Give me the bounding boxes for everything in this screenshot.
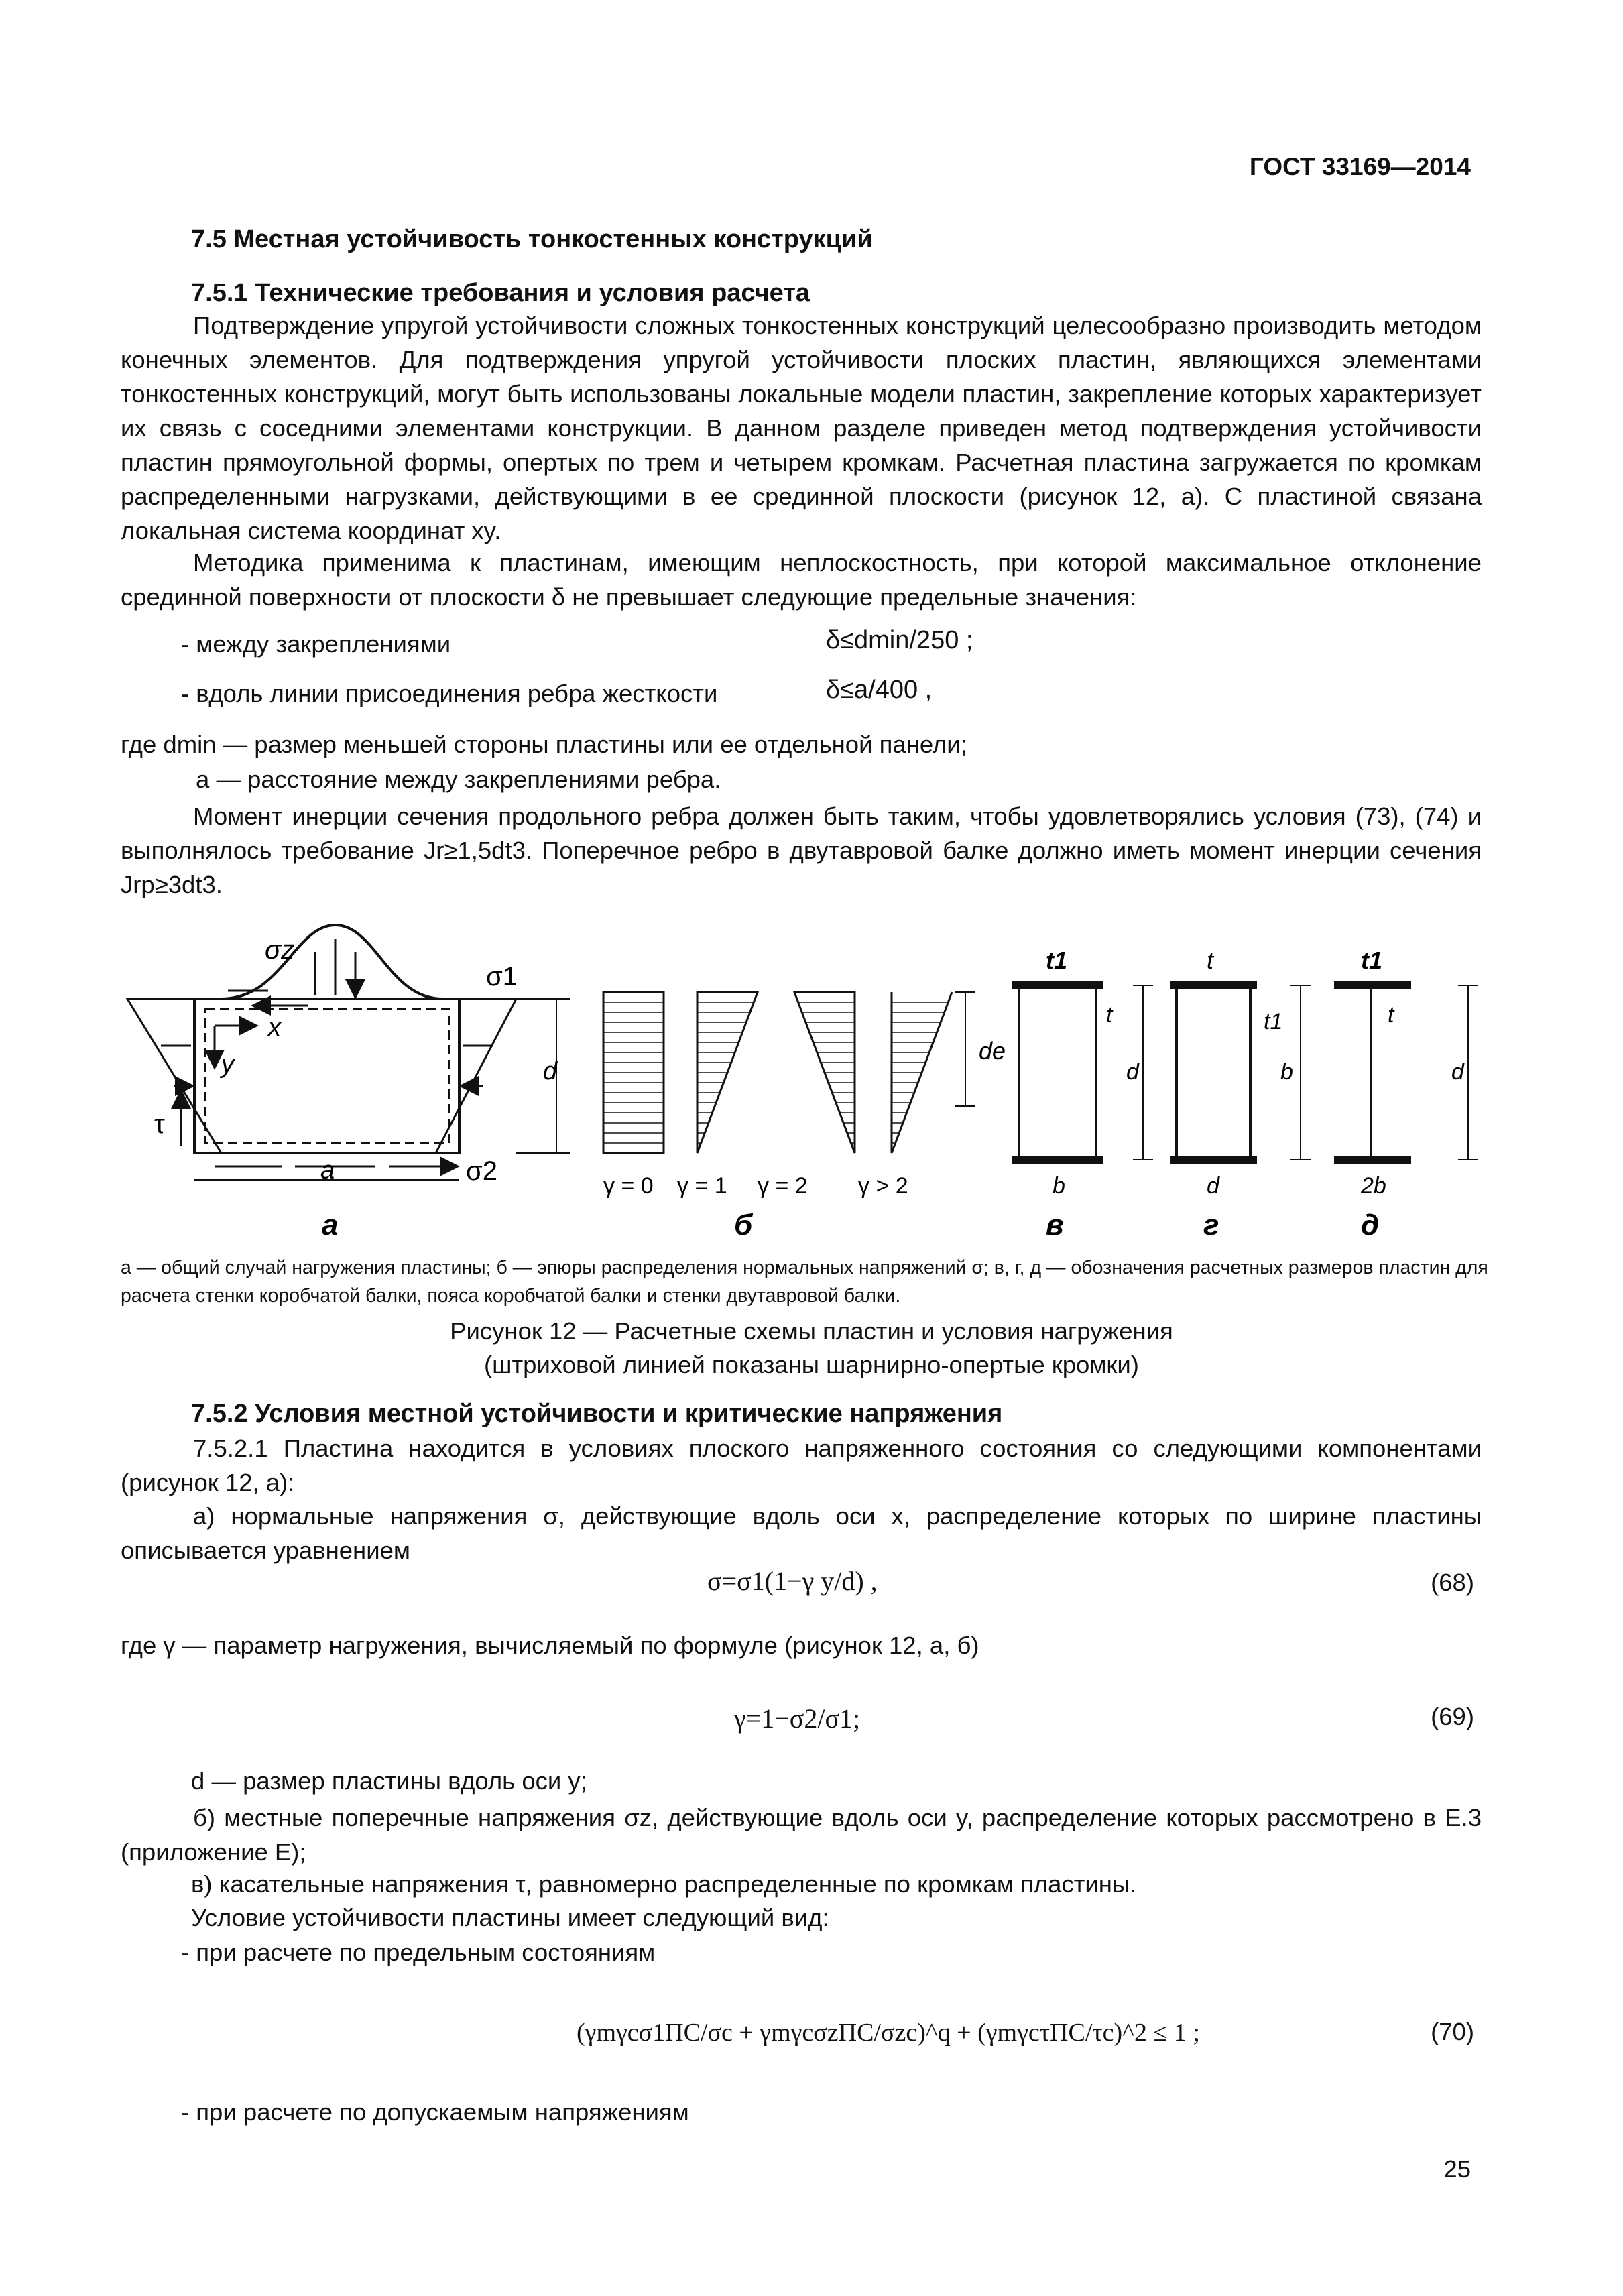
panel-letter-d: д	[1361, 1209, 1380, 1242]
gamma-label-2: γ = 2	[758, 1173, 808, 1199]
stability-condition: Условие устойчивости пластины имеет следующий вид:	[191, 1904, 829, 1931]
panel-letter-a: а	[322, 1209, 339, 1242]
limit-states-case: - при расчете по предельным состояниям	[181, 1939, 656, 1966]
gamma-label-0: γ = 0	[603, 1173, 654, 1199]
where-a: a — расстояние между закреплениями ребра.	[196, 766, 721, 793]
panel-b-hatching	[603, 992, 949, 1153]
label-t-panel-g: t	[1207, 947, 1214, 974]
label-de: de	[979, 1037, 1006, 1065]
label-b-panel-g: b	[1280, 1059, 1293, 1085]
label-sigma-z: σz	[265, 935, 295, 965]
paragraph-plate-stability: Подтверждение упругой устойчивости сложных тонкостенных конструкций целесообразно производить методом конечных элементов. Для подтверждения упругой устойчивости плоских пластин, являющихся элементами тонкостенных конструкций, могут быть использованы локальные модели пластин, закрепление которых характеризует их связь с соседними элементами конструкции. В данном разделе приведен метод подтверждения устойчивости пластин прямоугольной формы, опертых по трем и четырем кромкам. Расчетная пластина загружается по кромкам распределенными нагрузками, действующими в ее срединной плоскости (рисунок 12, а). С пластиной связана локальная система координат xy.	[121, 312, 1482, 544]
paragraph-moment-of-inertia: Момент инерции сечения продольного ребра должен быть таким, чтобы удовлетворялись условия (73), (74) и выполнялось требование Jr≥1,5dt3. Поперечное ребро в двутавровой балке должно иметь момент инерции сечения Jrp≥3dt3.	[121, 802, 1482, 898]
equation-70-number: (70)	[1431, 2018, 1474, 2045]
where-dmin: где dmin — размер меньшей стороны пластины или ее отдельной панели;	[121, 731, 967, 758]
label-d-panel-a: d	[543, 1057, 558, 1085]
label-t1-panel-g: t1	[1264, 1009, 1283, 1034]
label-x: x	[268, 1014, 281, 1042]
panel-letter-g: г	[1203, 1209, 1219, 1242]
paragraph-plane-stress: 7.5.2.1 Пластина находится в условиях плоского напряженного состояния со следующими компонентами (рисунок 12, а):	[121, 1435, 1482, 1496]
label-t-panel-d: t	[1388, 1002, 1394, 1028]
label-y: y	[221, 1050, 234, 1079]
figure-caption-line-1: Рисунок 12 — Расчетные схемы пластин и условия нагружения	[450, 1317, 1173, 1345]
label-tau: τ	[154, 1109, 165, 1139]
panel-letter-b: б	[734, 1209, 753, 1242]
label-t1-panel-d: t1	[1361, 947, 1383, 974]
figure-12	[0, 912, 1623, 1260]
formula-delta-dmin: δ≤dmin/250 ;	[826, 626, 973, 654]
allowable-stress-case: - при расчете по допускаемым напряжениям	[181, 2098, 689, 2126]
paragraph-normal-stress: а) нормальные напряжения σ, действующие вдоль оси x, распределение которых по ширине пластины описывается уравнением	[121, 1502, 1482, 1564]
section-7-5-title: 7.5 Местная устойчивость тонкостенных конструкций	[191, 225, 873, 253]
label-d-panel-d: d	[1451, 1059, 1464, 1085]
label-sigma-2: σ2	[466, 1156, 497, 1186]
gamma-definition: где γ — параметр нагружения, вычисляемый по формуле (рисунок 12, а, б)	[121, 1632, 979, 1659]
page-number: 25	[1443, 2155, 1471, 2183]
list-item-between-supports: - между закреплениями	[181, 630, 451, 658]
paragraph-shear: в) касательные напряжения τ, равномерно распределенные по кромкам пластины.	[191, 1870, 1137, 1898]
label-2b-panel-d: 2b	[1361, 1173, 1386, 1199]
paragraph-local-transverse: б) местные поперечные напряжения σz, действующие вдоль оси y, распределение которых рассмотрено в Е.3 (приложение Е);	[121, 1804, 1482, 1866]
panel-letter-v: в	[1046, 1209, 1064, 1242]
label-d-panel-v: d	[1126, 1059, 1139, 1085]
figure-caption-line-2: (штриховой линией показаны шарнирно-опертые кромки)	[484, 1351, 1139, 1378]
document-code: ГОСТ 33169—2014	[1249, 153, 1471, 180]
label-d-panel-g: d	[1207, 1173, 1219, 1199]
paragraph-flatness: Методика применима к пластинам, имеющим неплоскостность, при которой максимальное отклонение срединной поверхности от плоскости δ не превышает следующие предельные значения:	[121, 549, 1482, 611]
equation-69: γ=1−σ2/σ1;	[734, 1703, 861, 1734]
label-t-panel-v: t	[1106, 1002, 1113, 1028]
label-t1-panel-v: t1	[1046, 947, 1068, 974]
figure-legend: а — общий случай нагружения пластины; б — эпюры распределения нормальных напряжений σ; в, г, д — обозначения расчетных размеров пластин для расчета стенки коробчатой балки, пояса коробчатой балки и стенки двутавровой балки.	[121, 1257, 1488, 1307]
list-item-along-stiffener: - вдоль линии присоединения ребра жесткости	[181, 680, 718, 707]
equation-70: (γmγcσ1ПС/σc + γmγcσzПС/σzc)^q + (γmγcτПС/τc)^2 ≤ 1 ;	[577, 2018, 1200, 2047]
section-7-5-1-title: 7.5.1 Технические требования и условия расчета	[191, 279, 810, 307]
equation-68-number: (68)	[1431, 1569, 1474, 1596]
d-definition: d — размер пластины вдоль оси y;	[191, 1767, 587, 1795]
formula-delta-a: δ≤a/400 ,	[826, 676, 933, 704]
gamma-label-1: γ = 1	[677, 1173, 727, 1199]
label-b-panel-v: b	[1053, 1173, 1065, 1199]
gamma-label-gt2: γ > 2	[858, 1173, 908, 1199]
label-sigma-1: σ1	[486, 962, 518, 991]
section-7-5-2-title: 7.5.2 Условия местной устойчивости и критические напряжения	[191, 1400, 1003, 1428]
equation-69-number: (69)	[1431, 1703, 1474, 1730]
label-a: a	[320, 1156, 335, 1185]
equation-68: σ=σ1(1−γ y/d) ,	[707, 1566, 878, 1596]
